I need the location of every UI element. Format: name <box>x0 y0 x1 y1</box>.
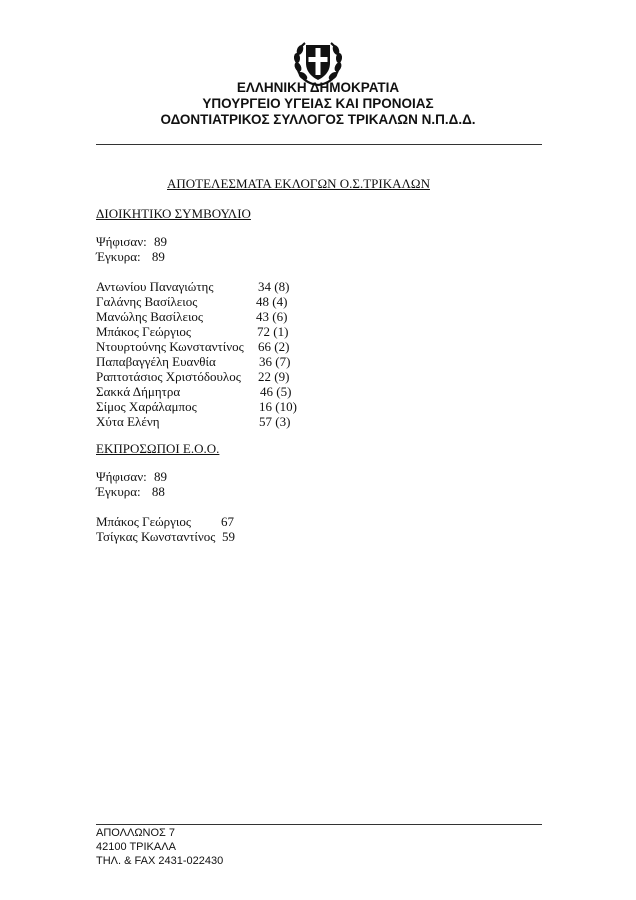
representatives-voted-value: 89 <box>153 469 167 484</box>
board-valid-value: 89 <box>151 249 165 264</box>
board-voted-value: 89 <box>153 234 167 249</box>
board-candidate-row <box>96 399 356 414</box>
candidate-votes: 66 (2) <box>258 339 290 354</box>
candidate-name: Μπάκος Γεώργιος <box>96 324 192 339</box>
board-candidate-row <box>96 309 356 324</box>
representatives-heading: ΕΚΠΡΟΣΩΠΟΙ Ε.Ο.Ο. <box>96 441 220 456</box>
org-line-ministry: ΥΠΟΥΡΓΕΙΟ ΥΓΕΙΑΣ ΚΑΙ ΠΡΟΝΟΙΑΣ <box>202 96 434 111</box>
candidate-name: Σακκά Δήμητρα <box>96 384 181 399</box>
representative-candidate-row <box>96 514 356 529</box>
candidate-name: Μπάκος Γεώργιος <box>96 514 192 529</box>
board-candidate-row <box>96 294 356 309</box>
footer-city: 42100 ΤΡΙΚΑΛΑ <box>96 841 176 853</box>
board-voted <box>96 234 167 249</box>
board-candidate-row <box>96 384 356 399</box>
footer-address: ΑΠΟΛΛΩΝΟΣ 7 <box>96 827 176 839</box>
candidate-name: Παπαβαγγέλη Ευανθία <box>96 354 216 369</box>
candidate-votes: 16 (10) <box>259 399 297 414</box>
candidate-votes: 57 (3) <box>259 414 291 429</box>
candidate-votes: 34 (8) <box>258 279 290 294</box>
representatives-valid-label: Έγκυρα: <box>96 484 141 499</box>
representatives-valid <box>96 484 165 499</box>
candidate-name: Ντουρτούνης Κωνσταντίνος <box>96 339 244 354</box>
candidate-votes: 36 (7) <box>259 354 291 369</box>
candidate-name: Σίμος Χαράλαμπος <box>96 399 197 414</box>
candidate-name: Μανώλης Βασίλειος <box>96 309 204 324</box>
board-voted-label: Ψήφισαν: <box>96 234 147 249</box>
candidate-name: Χύτα Ελένη <box>96 414 160 429</box>
candidate-name: Γαλάνης Βασίλειος <box>96 294 198 309</box>
board-candidate-row <box>96 369 356 384</box>
candidate-votes: 22 (9) <box>258 369 290 384</box>
representatives-voted-label: Ψήφισαν: <box>96 469 147 484</box>
board-candidate-row <box>96 324 356 339</box>
candidate-name: Αντωνίου Παναγιώτης <box>96 279 214 294</box>
candidate-votes: 59 <box>222 529 235 544</box>
candidate-votes: 46 (5) <box>260 384 292 399</box>
board-valid-label: Έγκυρα: <box>96 249 141 264</box>
candidate-name: Τσίγκας Κωνσταντίνος <box>96 529 216 544</box>
board-heading: ΔΙΟΙΚΗΤΙΚΟ ΣΥΜΒΟΥΛΙΟ <box>96 206 251 221</box>
document-title: ΑΠΟΤΕΛΕΣΜΑΤΑ ΕΚΛΟΓΩΝ Ο.Σ.ΤΡΙΚΑΛΩΝ <box>167 176 430 191</box>
candidate-votes: 43 (6) <box>256 309 288 324</box>
board-valid <box>96 249 165 264</box>
board-candidate-row <box>96 354 356 369</box>
board-candidate-row <box>96 414 356 429</box>
representatives-valid-value: 88 <box>151 484 165 499</box>
board-candidate-row <box>96 279 356 294</box>
footer-phone: ΤΗΛ. & FAX 2431-022430 <box>96 855 224 867</box>
footer-divider <box>96 824 542 825</box>
candidate-votes: 67 <box>221 514 234 529</box>
candidate-name: Ραπτοτάσιος Χριστόδουλος <box>96 369 241 384</box>
board-candidate-row <box>96 339 356 354</box>
representatives-voted <box>96 469 167 484</box>
representative-candidate-row <box>96 529 356 544</box>
org-line-country: ΕΛΛΗΝΙΚΗ ΔΗΜΟΚΡΑΤΙΑ <box>236 80 400 95</box>
org-line-association: ΟΔΟΝΤΙΑΤΡΙΚΟΣ ΣΥΛΛΟΓΟΣ ΤΡΙΚΑΛΩΝ Ν.Π.Δ.Δ. <box>160 112 476 127</box>
header-divider <box>96 144 542 145</box>
candidate-votes: 48 (4) <box>256 294 288 309</box>
candidate-votes: 72 (1) <box>257 324 289 339</box>
